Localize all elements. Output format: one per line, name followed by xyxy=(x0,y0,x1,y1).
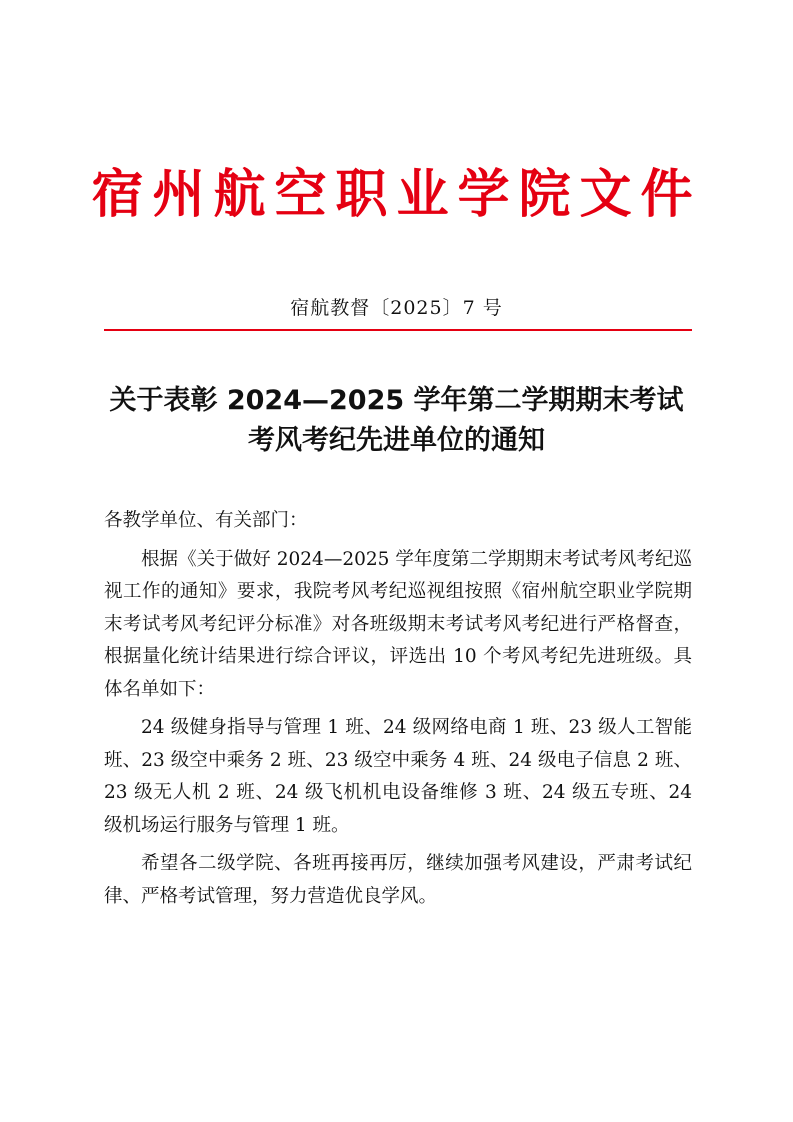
paragraph-closing: 希望各二级学院、各班再接再厉，继续加强考风建设，严肃考试纪律、严格考试管理，努力营造优良学风。 xyxy=(104,853,692,907)
red-divider-line xyxy=(104,329,692,331)
notice-title-line-2: 考风考纪先进单位的通知 xyxy=(248,425,545,456)
notice-title xyxy=(0,381,793,461)
paragraph-class-list: 24 级健身指导与管理 1 班、24 级网络电商 1 班、23 级人工智能班、23 级空中乘务 2 班、23 级空中乘务 4 班、24 级电子信息 2 班、23 级无人机 2 班、24 级飞机机电设备维修 3 班、24 级五专班、24 级机场运行服务与管理 1 班。 xyxy=(104,717,692,836)
notice-body xyxy=(104,505,692,919)
paragraph-basis: 根据《关于做好 2024—2025 学年度第二学期期末考试考风考纪巡视工作的通知》要求，我院考风考纪巡视组按照《宿州航空职业学院期末考试考风考纪评分标准》对各班级期末考试考风考纪进行严格督查，根据量化统计结果进行综合评议，评选出 10 个考风考纪先进班级。具体名单如下： xyxy=(104,548,692,700)
document-masthead: 宿州航空职业学院文件 xyxy=(91,165,702,225)
salutation: 各教学单位、有关部门： xyxy=(104,510,308,531)
document-number: 宿航教督〔2025〕7 号 xyxy=(290,297,503,319)
notice-title-line-1: 关于表彰 2024—2025 学年第二学期期末考试 xyxy=(109,385,684,416)
